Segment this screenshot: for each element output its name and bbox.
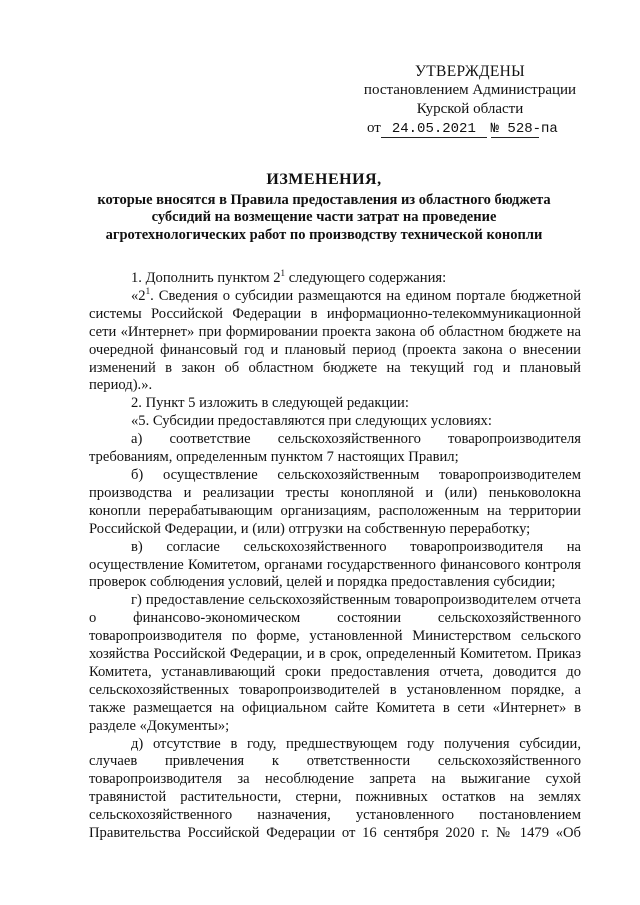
- title-subtitle: которые вносятся в Правила предоставления из областного бюджета субсидий на возмещение части затрат на проведение агротехнологических работ по производству технической конопли: [97, 191, 551, 243]
- order-date: 24.05.2021: [381, 122, 487, 138]
- paragraph-1-text-a: 1. Дополнить пунктом 2: [131, 270, 281, 286]
- paragraph-7: в) согласие сельскохозяйственного товаропроизводителя на осуществление Комитетом, органами государственного финансового контроля проверок соблюдения условий, целей и порядка предоставления субсидии;: [89, 538, 581, 591]
- order-from-label: от: [367, 120, 381, 136]
- order-reference: [367, 119, 587, 138]
- paragraph-1: [89, 270, 581, 288]
- order-number: № 528-па: [490, 121, 558, 137]
- paragraph-3: 2. Пункт 5 изложить в следующей редакции:: [131, 395, 409, 412]
- paragraph-5: а) соответствие сельскохозяйственного товаропроизводителя требованиям, определенным пунктом 7 настоящих Правил;: [89, 431, 581, 466]
- paragraph-8: г) предоставление сельскохозяйственным товаропроизводителем отчета о финансово-экономическом состоянии сельскохозяйственного товаропроизводителя по форме, установленной Министерством сельского хозяйства Российской Федерации, и в срок, определенный Комитетом. Приказ Комитета, устанавливающий сроки предоставления отчета, доводится до сельскохозяйственных товаропроизводителей в установленном порядке, а также размещается на официальном сайте Комитета в сети «Интернет» в разделе «Документы»;: [89, 592, 581, 734]
- document-body: [89, 270, 581, 843]
- paragraph-1-superscript: 1: [280, 268, 286, 278]
- paragraph-2-superscript: 1: [145, 285, 151, 296]
- paragraph-1-text-b: следующего содержания:: [285, 270, 447, 286]
- approval-authority: постановлением Администрации: [363, 82, 577, 98]
- paragraph-2-text-a: «2: [131, 287, 146, 304]
- paragraph-9: д) отсутствие в году, предшествующем году получения субсидии, случаев привлечения к ответственности сельскохозяйственного товаропроизводителя за несоблюдение запрета на выжигание сухой травянистой растительности, стерни, пожнивных остатков на землях сельскохозяйственного назначения, установленного постановлением Правительства Российской Федерации от 16 сентября 2020 г. № 1479 «Об: [89, 735, 581, 842]
- paragraph-4: «5. Субсидии предоставляются при следующих условиях:: [131, 413, 492, 430]
- paragraph-6: б) осуществление сельскохозяйственным товаропроизводителем производства и реализации тресты конопляной и (или) пеньковолокна конопли перерабатывающим организациям, расположенным на территории Российской Федерации, и (или) отгрузки на собственную переработку;: [89, 466, 581, 537]
- title-main: ИЗМЕНЕНИЯ,: [266, 171, 382, 188]
- approval-region: Курской области: [416, 101, 524, 117]
- document-title: [84, 171, 564, 244]
- approval-heading: УТВЕРЖДЕНЫ: [415, 63, 525, 80]
- paragraph-2: [89, 285, 581, 395]
- approval-stamp: [355, 62, 585, 119]
- paragraph-2-text-b: . Сведения о субсидии размещаются на едином портале бюджетной системы Российской Федерации в информационно-телекоммуникационной сети «Интернет» при формировании проекта закона об областном бюджете на очередной финансовый год и плановый период (проекта закона о внесении изменений в закон об областном бюджете на текущий год и плановый период).».: [89, 287, 581, 394]
